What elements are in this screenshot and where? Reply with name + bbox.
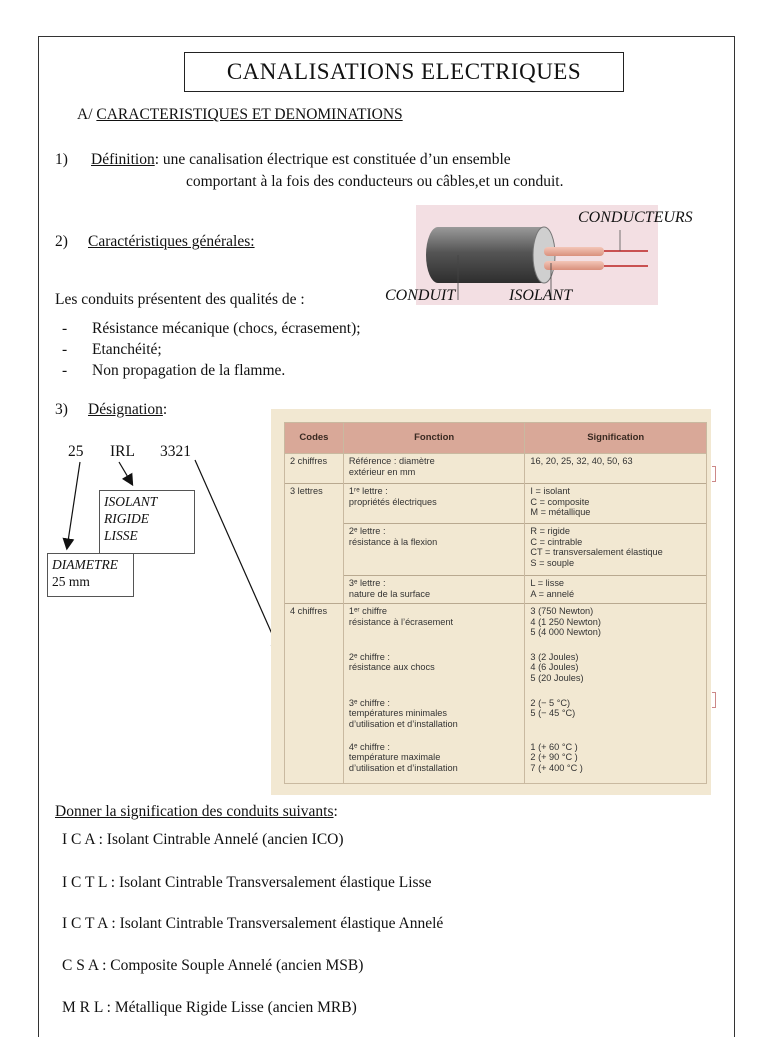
table-row (285, 650, 707, 696)
table-cell-code (285, 576, 344, 604)
qualities-intro: Les conduits présentent des qualités de : (55, 291, 305, 308)
table-cell-code (285, 696, 344, 740)
designation-table-panel (271, 409, 711, 795)
table-cell-signification: 1 (+ 60 °C ) 2 (+ 90 °C ) 7 (+ 400 °C ) (525, 740, 707, 784)
designation-label: Désignation (88, 401, 163, 418)
table-header-row (285, 423, 707, 454)
box-diametre-value: 25 mm (52, 574, 90, 589)
margin-mark (712, 466, 716, 482)
table-row (285, 454, 707, 484)
quality-text: Résistance mécanique (chocs, écrasement); (92, 320, 361, 337)
page-title: CANALISATIONS ELECTRIQUES (184, 52, 624, 92)
item-designation (55, 401, 167, 419)
table-header: Fonction (343, 423, 525, 454)
designation-part-digits: 3321 (160, 443, 191, 460)
table-cell-code: 2 chiffres (285, 454, 344, 484)
box-line: LISSE (104, 528, 138, 543)
table-cell-signification: L = lisse A = annelé (525, 576, 707, 604)
item-definition (55, 151, 511, 169)
table-row (285, 484, 707, 524)
quality-item: - Résistance mécanique (chocs, écrasement); (62, 320, 361, 337)
designation-part-letters: IRL (110, 443, 135, 460)
table-cell-fonction: 2ᵉ lettre : résistance à la flexion (343, 524, 525, 576)
table-header: Signification (525, 423, 707, 454)
table-cell-fonction: 1ᵉʳ chiffre résistance à l’écrasement (343, 604, 525, 650)
item-number: 1) (55, 151, 68, 168)
table-cell-fonction: 4ᵉ chiffre : température maximale d’utilisation et d’installation (343, 740, 525, 784)
item-number: 2) (55, 233, 68, 250)
table-row (285, 604, 707, 650)
answer-line: I C T A : Isolant Cintrable Transversalement élastique Annelé (62, 915, 444, 932)
table-cell-code (285, 524, 344, 576)
table-cell-fonction: 3ᵉ lettre : nature de la surface (343, 576, 525, 604)
item-caracteristiques (55, 233, 255, 251)
designation-colon: : (162, 401, 168, 418)
quality-item: - Etanchéité; (62, 341, 162, 358)
table-cell-signification: 3 (750 Newton) 4 (1 250 Newton) 5 (4 000 Newton) (525, 604, 707, 650)
quality-text: Non propagation de la flamme. (92, 362, 286, 379)
exercise-prompt-colon: : (333, 803, 338, 820)
label-conducteurs: CONDUCTEURS (578, 209, 693, 226)
table-cell-signification: 2 (− 5 °C) 5 (− 45 °C) (525, 696, 707, 740)
caracteristiques-label: Caractéristiques générales: (88, 233, 255, 250)
quality-text: Etanchéité; (92, 341, 162, 358)
box-diametre-title: DIAMETRE (52, 557, 118, 572)
definition-label: Définition (91, 151, 155, 168)
section-prefix: A/ (77, 106, 97, 123)
table-cell-fonction: 2ᵉ chiffre : résistance aux chocs (343, 650, 525, 696)
table-row (285, 696, 707, 740)
table-cell-signification: I = isolant C = composite M = métallique (525, 484, 707, 524)
table-cell-signification: R = rigide C = cintrable CT = transversalement élastique S = souple (525, 524, 707, 576)
exercise-prompt-text: Donner la signification des conduits suivants (55, 803, 334, 820)
box-line: ISOLANT (104, 494, 158, 509)
label-isolant: ISOLANT (509, 287, 573, 304)
table-cell-signification: 16, 20, 25, 32, 40, 50, 63 (525, 454, 707, 484)
box-line: RIGIDE (104, 511, 149, 526)
quality-item: - Non propagation de la flamme. (62, 362, 286, 379)
designation-part-diameter: 25 (68, 443, 84, 460)
section-label: CARACTERISTIQUES ET DENOMINATIONS (96, 106, 403, 123)
designation-table (284, 422, 707, 784)
table-cell-code (285, 650, 344, 696)
table-cell-code: 3 lettres (285, 484, 344, 524)
table-row (285, 740, 707, 784)
answer-line: I C A : Isolant Cintrable Annelé (ancien ICO) (62, 831, 344, 848)
table-cell-code (285, 740, 344, 784)
table-row (285, 576, 707, 604)
box-diametre (47, 553, 134, 597)
section-heading (77, 106, 403, 124)
table-cell-signification: 3 (2 Joules) 4 (6 Joules) 5 (20 Joules) (525, 650, 707, 696)
answer-line: I C T L : Isolant Cintrable Transversalement élastique Lisse (62, 874, 432, 891)
table-row (285, 524, 707, 576)
label-conduit: CONDUIT (385, 287, 456, 304)
definition-text-line2: comportant à la fois des conducteurs ou câbles,et un conduit. (186, 173, 564, 190)
table-cell-fonction: 3ᵉ chiffre : températures minimales d’utilisation et d’installation (343, 696, 525, 740)
table-header: Codes (285, 423, 344, 454)
table-cell-fonction: Référence : diamètre extérieur en mm (343, 454, 525, 484)
exercise-prompt (55, 803, 338, 821)
definition-text: : une canalisation électrique est constituée d’un ensemble (154, 151, 511, 168)
box-isolant-rigide-lisse (99, 490, 195, 554)
margin-mark (712, 692, 716, 708)
table-cell-code: 4 chiffres (285, 604, 344, 650)
answer-line: M R L : Métallique Rigide Lisse (ancien MRB) (62, 999, 357, 1016)
answer-line: C S A : Composite Souple Annelé (ancien MSB) (62, 957, 364, 974)
item-number: 3) (55, 401, 68, 418)
table-cell-fonction: 1ʳᵉ lettre : propriétés électriques (343, 484, 525, 524)
